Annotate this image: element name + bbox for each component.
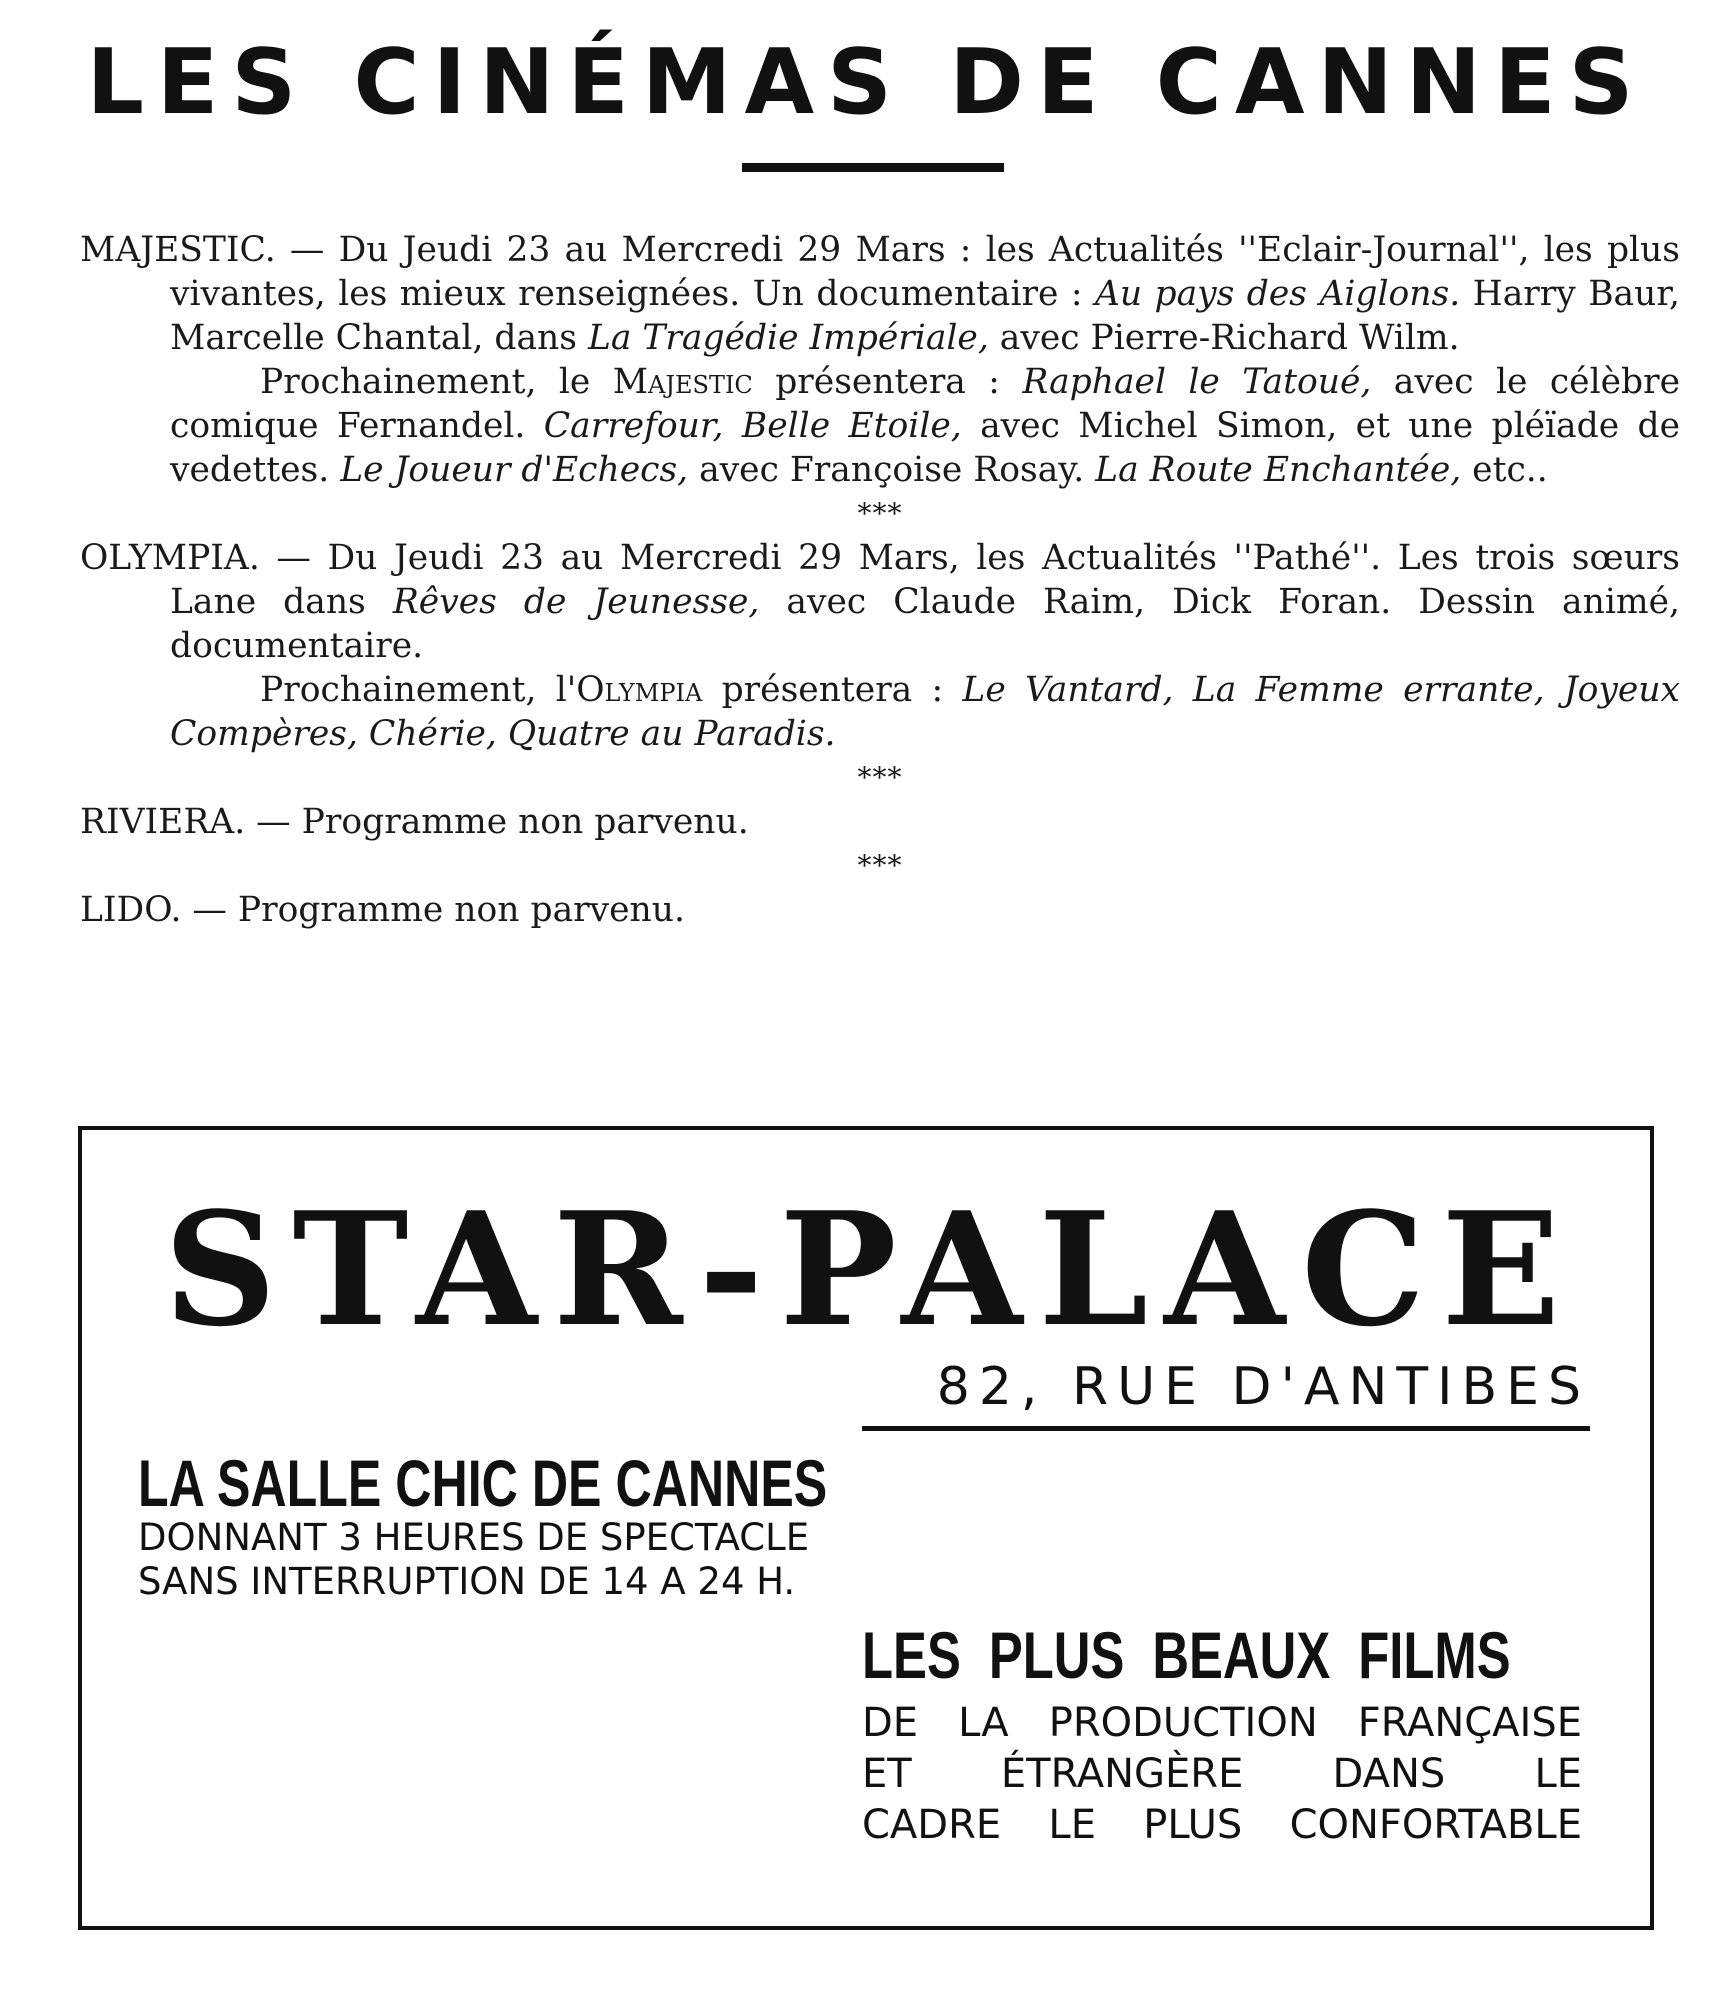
majestic-upcoming	[80, 360, 1680, 492]
dash: —	[259, 538, 328, 578]
ad-cinema-name: STAR-PALACE	[163, 1178, 1577, 1361]
ad-films-line: DE LA PRODUCTION FRANÇAISE	[862, 1700, 1582, 1746]
listing-riviera	[80, 800, 1680, 844]
address-underline	[862, 1426, 1590, 1431]
majestic-text-3: Harry Baur, Marcelle Chantal, dans	[170, 274, 1680, 358]
cinema-name-lido: LIDO.	[80, 890, 182, 930]
olympia-upcoming	[80, 668, 1680, 756]
listing-lido	[80, 888, 1680, 932]
ad-films-line: CADRE LE PLUS CONFORTABLE	[862, 1802, 1582, 1848]
riviera-text: Programme non parvenu.	[301, 802, 749, 842]
upcoming-text: etc..	[1461, 450, 1548, 490]
ad-films-text	[862, 1698, 1582, 1851]
cinema-name-inline: Olympia	[576, 670, 703, 710]
upcoming-text: Prochainement, l'	[260, 670, 577, 710]
ad-films-line: ET ÉTRANGÈRE DANS LE	[862, 1751, 1582, 1797]
listing-olympia	[80, 536, 1680, 668]
olympia-text-3: avec Claude Raim, Dick Foran. Dessin animé, documentaire.	[170, 582, 1680, 666]
upcoming-text: avec Françoise Rosay.	[688, 450, 1096, 490]
majestic-text-5: avec Pierre-Richard Wilm.	[988, 318, 1460, 358]
section-separator: ***	[857, 761, 903, 794]
upcoming-text: présentera :	[752, 362, 1023, 402]
film-title: Le Joueur d'Echecs,	[340, 450, 689, 490]
ad-films-title: LES PLUS BEAUX FILMS	[862, 1618, 1511, 1692]
title-underline	[742, 163, 1004, 172]
ad-address: 82, RUE D'ANTIBES	[936, 1357, 1590, 1417]
film-title: Au pays des Aiglons.	[1094, 274, 1461, 314]
ad-tagline: LA SALLE CHIC DE CANNES	[138, 1446, 828, 1520]
majestic-text-1: Du Jeudi 23 au Mercredi 29 Mars : les Actualités ''Eclair-Journal'', les plus vivantes, les mieux renseignées. Un documentaire :	[170, 230, 1681, 314]
page-title: LES CINÉMAS DE CANNES	[86, 30, 1647, 135]
upcoming-text: avec Michel Simon, et une pléïade de vedettes.	[170, 406, 1680, 490]
section-separator: ***	[857, 849, 903, 882]
listing-majestic	[80, 228, 1680, 360]
film-title: La Tragédie Impériale,	[587, 318, 989, 358]
film-title: Carrefour, Belle Etoile,	[543, 406, 962, 446]
film-title: La Route Enchantée,	[1095, 450, 1462, 490]
upcoming-text: Prochainement, le	[260, 362, 613, 402]
dash: —	[181, 890, 238, 930]
dash: —	[245, 802, 302, 842]
upcoming-text: présentera :	[702, 670, 963, 710]
film-title: Le Vantard, La Femme errante, Joyeux Compères, Chérie, Quatre au Paradis.	[170, 670, 1681, 754]
cinema-name-inline: Majestic	[612, 362, 753, 402]
cinema-listings	[80, 228, 1680, 932]
film-title: Rêves de Jeunesse,	[392, 582, 760, 622]
upcoming-text: avec le célèbre comique Fernandel.	[170, 362, 1681, 446]
cinema-name-olympia: OLYMPIA.	[80, 538, 260, 578]
ad-hours-line: SANS INTERRUPTION DE 14 A 24 H.	[138, 1560, 796, 1603]
dash: —	[275, 230, 339, 270]
olympia-text-1: Du Jeudi 23 au Mercredi 29 Mars, les Actualités ''Pathé''. Les trois sœurs Lane dans	[170, 538, 1680, 622]
ad-hours	[138, 1516, 858, 1604]
cinema-name-majestic: MAJESTIC.	[80, 230, 276, 270]
ad-hours-line: DONNANT 3 HEURES DE SPECTACLE	[138, 1516, 810, 1559]
section-separator: ***	[857, 497, 903, 530]
cinema-name-riviera: RIVIERA.	[80, 802, 246, 842]
film-title: Raphael le Tatoué,	[1022, 362, 1372, 402]
lido-text: Programme non parvenu.	[237, 890, 685, 930]
